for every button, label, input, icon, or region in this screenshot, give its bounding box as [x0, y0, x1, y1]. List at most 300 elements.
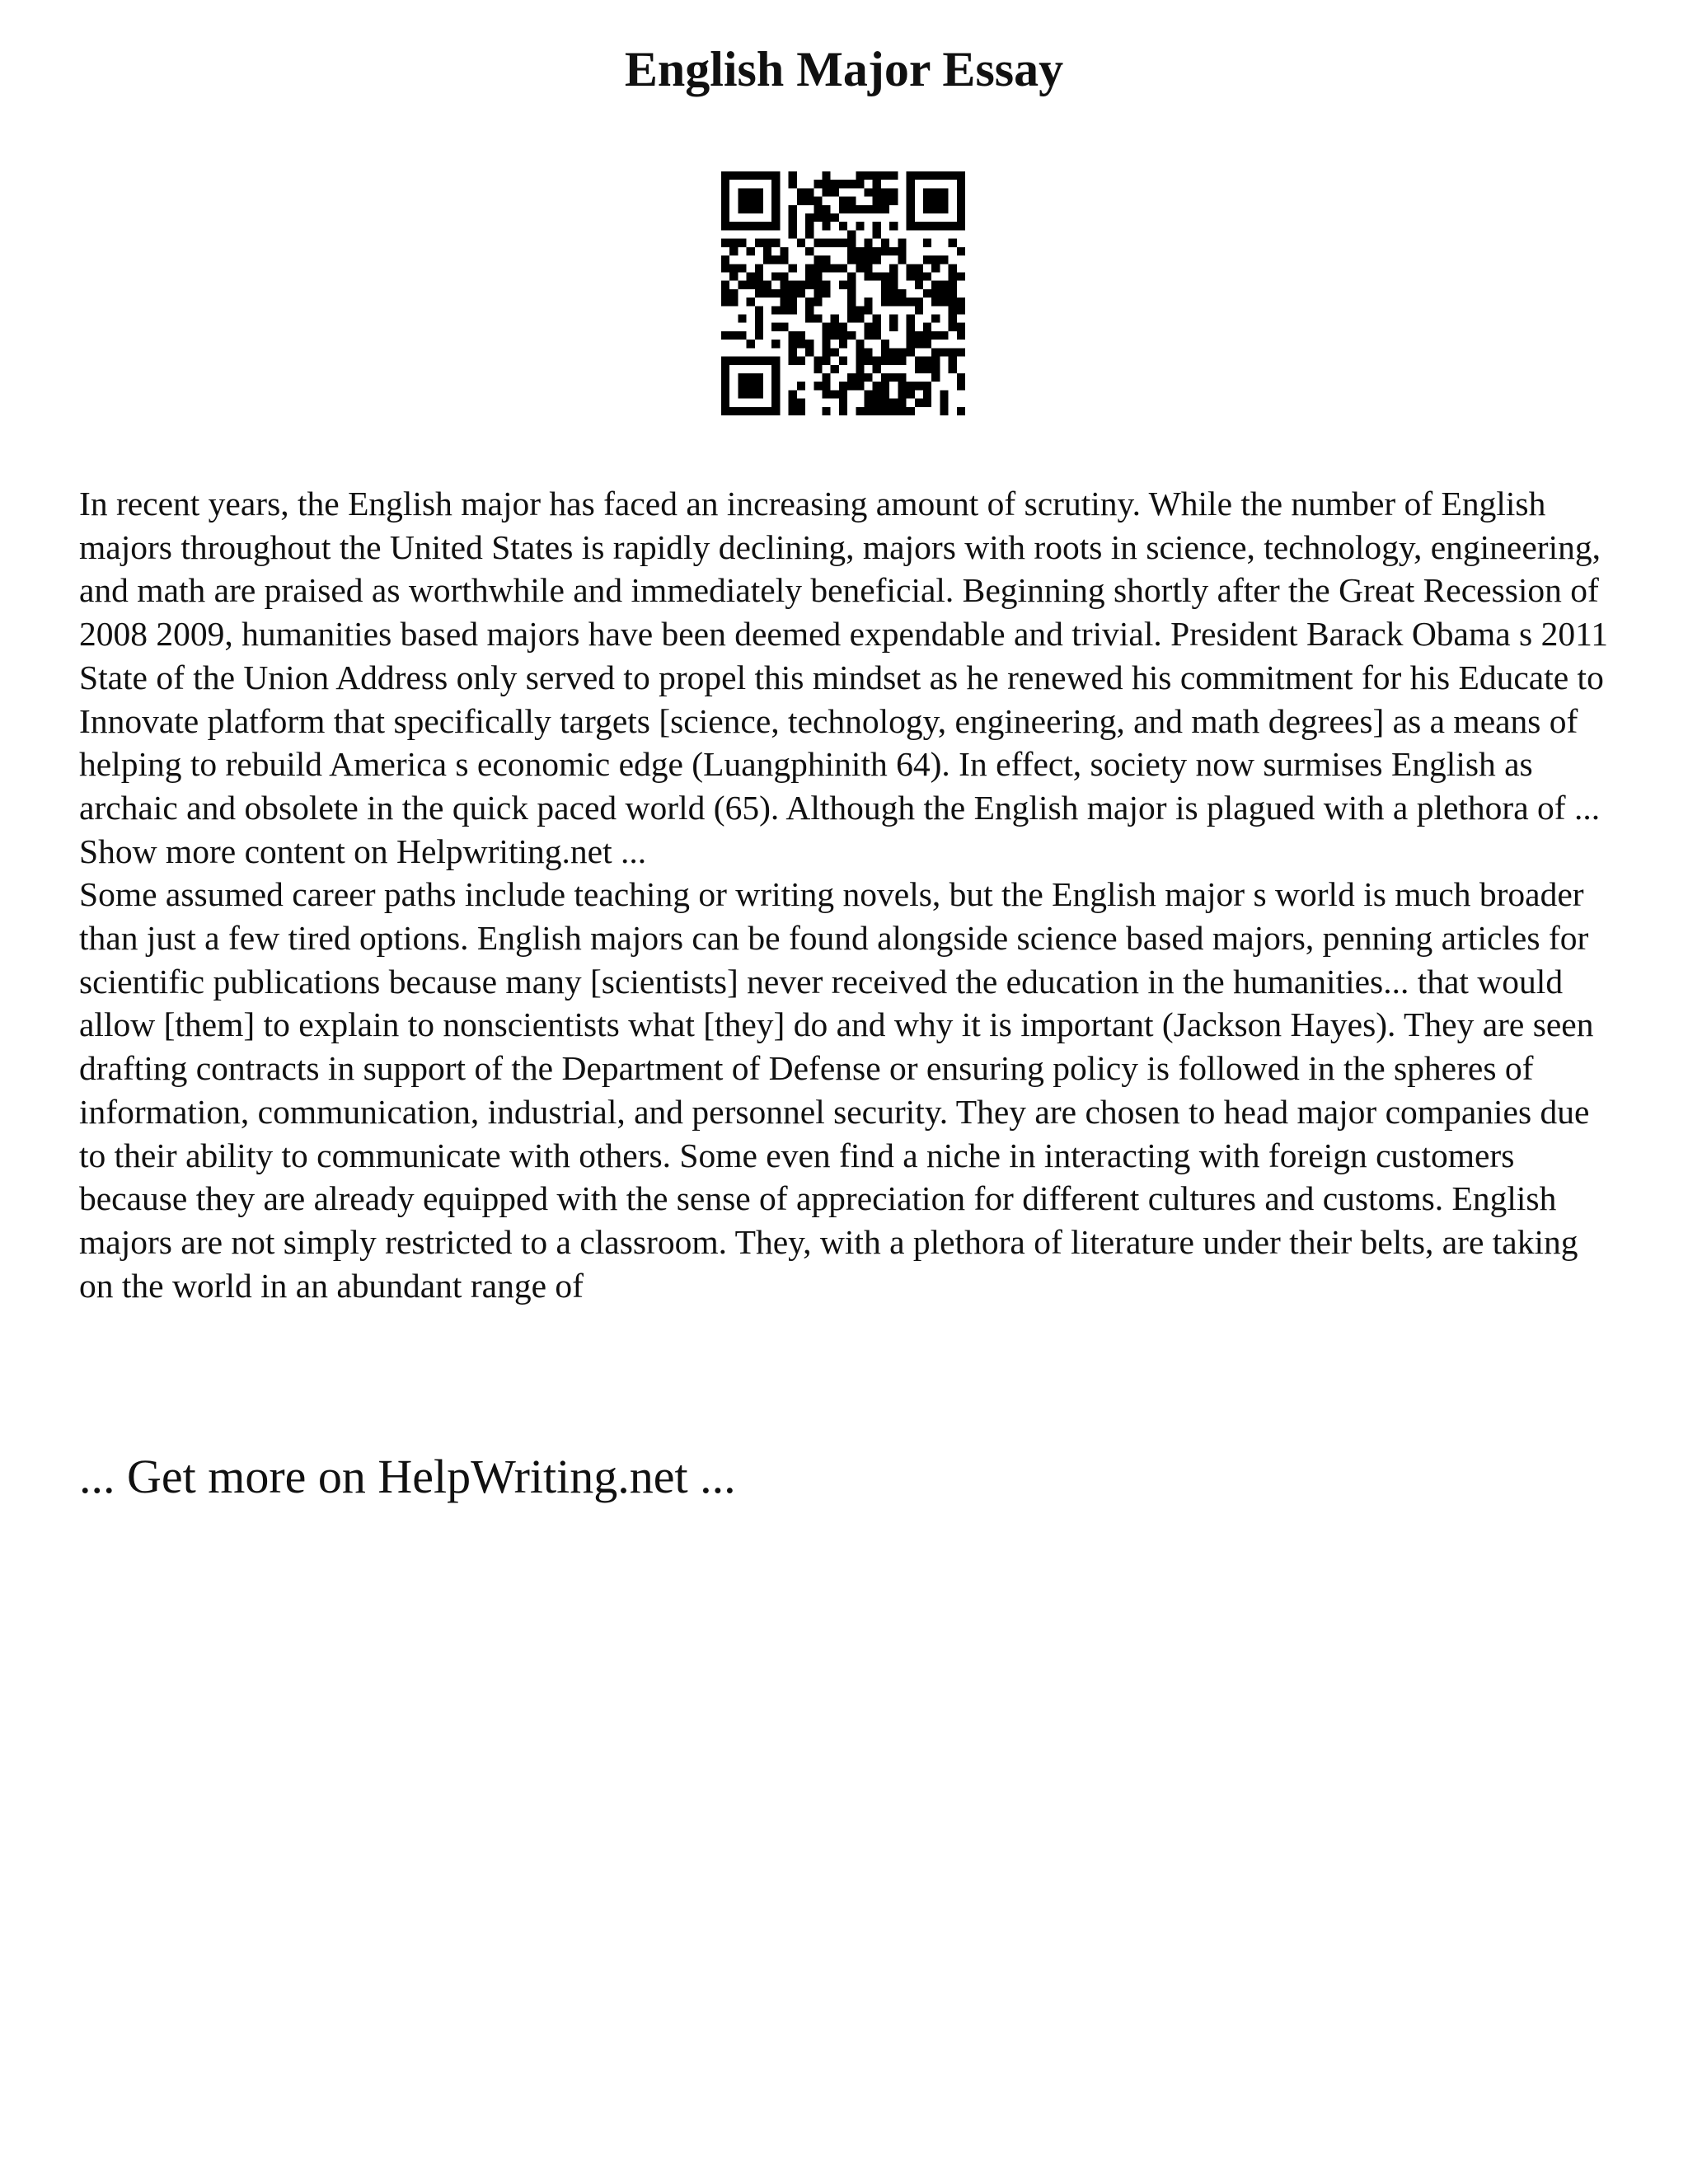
qr-module [889, 197, 898, 205]
qr-module [940, 390, 948, 398]
qr-module [931, 373, 940, 382]
qr-module [805, 281, 814, 289]
qr-module [873, 272, 881, 280]
qr-module [931, 197, 940, 205]
qr-module [873, 180, 881, 188]
qr-module [763, 239, 771, 247]
qr-module [738, 197, 746, 205]
qr-module [898, 247, 906, 255]
qr-module [889, 281, 898, 289]
qr-module [805, 315, 814, 323]
qr-module [873, 323, 881, 331]
qr-module [923, 171, 931, 180]
qr-module [721, 239, 729, 247]
qr-module [915, 357, 923, 365]
qr-module [865, 188, 873, 196]
qr-module [915, 365, 923, 373]
qr-module [847, 272, 856, 280]
qr-module [771, 197, 780, 205]
qr-module [738, 357, 746, 365]
qr-module [957, 272, 965, 280]
qr-module [940, 348, 948, 356]
qr-module [856, 315, 864, 323]
qr-module [957, 188, 965, 196]
qr-module [873, 230, 881, 238]
qr-module [729, 331, 738, 340]
qr-module [721, 407, 729, 415]
qr-module [797, 197, 805, 205]
qr-module [822, 264, 830, 272]
qr-module [949, 264, 957, 272]
qr-module [898, 348, 906, 356]
qr-module [814, 272, 822, 280]
qr-module [789, 399, 797, 407]
qr-module [898, 255, 906, 264]
qr-module [865, 272, 873, 280]
qr-module [907, 323, 915, 331]
qr-module [755, 407, 763, 415]
qr-module [873, 205, 881, 213]
qr-module [738, 264, 746, 272]
qr-module [949, 365, 957, 373]
qr-module [805, 340, 814, 348]
qr-module [747, 298, 755, 306]
qr-module [856, 407, 864, 415]
qr-module [839, 357, 847, 365]
qr-module [865, 239, 873, 247]
qr-module [931, 264, 940, 272]
qr-module [856, 357, 864, 365]
qr-module [721, 357, 729, 365]
qr-module [755, 222, 763, 230]
qr-module [881, 281, 889, 289]
qr-module [805, 306, 814, 314]
qr-module [831, 390, 839, 398]
qr-module [839, 264, 847, 272]
qr-module [814, 213, 822, 222]
qr-module [865, 399, 873, 407]
qr-module [931, 188, 940, 196]
qr-module [814, 197, 822, 205]
qr-module [721, 213, 729, 222]
qr-module [957, 213, 965, 222]
qr-module [747, 373, 755, 382]
qr-module [847, 281, 856, 289]
qr-module [771, 357, 780, 365]
qr-module [949, 348, 957, 356]
qr-module [873, 197, 881, 205]
qr-module [865, 373, 873, 382]
qr-module [931, 255, 940, 264]
qr-module [789, 340, 797, 348]
qr-module [721, 365, 729, 373]
qr-module [907, 348, 915, 356]
qr-module [907, 264, 915, 272]
qr-module [873, 222, 881, 230]
qr-module [907, 340, 915, 348]
qr-module [763, 222, 771, 230]
qr-module [839, 281, 847, 289]
qr-module [865, 298, 873, 306]
qr-module [881, 205, 889, 213]
qr-module [923, 239, 931, 247]
qr-module [907, 331, 915, 340]
qr-module [814, 382, 822, 390]
qr-module [957, 323, 965, 331]
qr-module [931, 289, 940, 298]
qr-module [797, 357, 805, 365]
qr-module [889, 272, 898, 280]
qr-module [898, 399, 906, 407]
qr-module [755, 188, 763, 196]
qr-module [721, 188, 729, 196]
qr-module [747, 390, 755, 398]
qr-module [721, 382, 729, 390]
qr-module [721, 255, 729, 264]
qr-module [940, 205, 948, 213]
qr-module [915, 222, 923, 230]
qr-module [738, 382, 746, 390]
qr-module [931, 348, 940, 356]
qr-module [881, 390, 889, 398]
qr-module [789, 306, 797, 314]
qr-module [847, 180, 856, 188]
qr-module [873, 188, 881, 196]
qr-module [789, 390, 797, 398]
qr-module [831, 315, 839, 323]
qr-module [721, 331, 729, 340]
qr-module [889, 357, 898, 365]
qr-module [729, 272, 738, 280]
qr-module [839, 331, 847, 340]
qr-module [889, 222, 898, 230]
qr-module [889, 399, 898, 407]
qr-module [923, 340, 931, 348]
qr-module [865, 331, 873, 340]
qr-module [771, 188, 780, 196]
qr-module [907, 382, 915, 390]
qr-module [771, 213, 780, 222]
qr-module [747, 382, 755, 390]
qr-module [789, 180, 797, 188]
qr-module [805, 188, 814, 196]
qr-module [805, 197, 814, 205]
qr-module [940, 331, 948, 340]
qr-module [931, 298, 940, 306]
qr-module [915, 171, 923, 180]
qr-module [797, 340, 805, 348]
qr-module [822, 390, 830, 398]
qr-module [923, 205, 931, 213]
qr-module [865, 348, 873, 356]
qr-module [814, 315, 822, 323]
qr-module [755, 331, 763, 340]
qr-module [814, 205, 822, 213]
qr-module [789, 205, 797, 213]
qr-module [889, 323, 898, 331]
qr-module [763, 171, 771, 180]
qr-module [721, 399, 729, 407]
qr-code-icon [721, 171, 965, 415]
qr-module [847, 205, 856, 213]
qr-module [822, 323, 830, 331]
qr-module [822, 331, 830, 340]
qr-module [839, 340, 847, 348]
qr-module [797, 188, 805, 196]
qr-module [805, 348, 814, 356]
qr-module [957, 348, 965, 356]
qr-module [923, 390, 931, 398]
qr-module [771, 373, 780, 382]
qr-module [771, 340, 780, 348]
qr-module [789, 289, 797, 298]
qr-module [789, 357, 797, 365]
qr-module [898, 239, 906, 247]
qr-module [907, 205, 915, 213]
qr-module [949, 315, 957, 323]
qr-module [889, 247, 898, 255]
qr-module [721, 298, 729, 306]
qr-module [915, 399, 923, 407]
qr-module [957, 205, 965, 213]
qr-module [839, 197, 847, 205]
qr-module [747, 197, 755, 205]
qr-module [771, 222, 780, 230]
page-title: English Major Essay [624, 42, 1064, 96]
qr-module [755, 315, 763, 323]
qr-module [738, 315, 746, 323]
qr-module [847, 247, 856, 255]
qr-module [881, 247, 889, 255]
qr-module [771, 323, 780, 331]
qr-module [771, 255, 780, 264]
qr-module [763, 281, 771, 289]
qr-module [721, 289, 729, 298]
qr-module [949, 323, 957, 331]
qr-module [814, 264, 822, 272]
qr-module [873, 365, 881, 373]
qr-module [755, 289, 763, 298]
qr-module [771, 272, 780, 280]
qr-module [747, 247, 755, 255]
qr-module [915, 331, 923, 340]
qr-module [931, 281, 940, 289]
qr-module [780, 247, 788, 255]
qr-module [721, 373, 729, 382]
qr-module [881, 357, 889, 365]
qr-module [789, 230, 797, 238]
qr-module [907, 272, 915, 280]
qr-module [865, 205, 873, 213]
qr-module [789, 331, 797, 340]
qr-module [797, 399, 805, 407]
qr-module [721, 264, 729, 272]
qr-module [898, 390, 906, 398]
qr-module [721, 180, 729, 188]
qr-module [780, 272, 788, 280]
qr-module [907, 390, 915, 398]
qr-module [831, 180, 839, 188]
qr-module [822, 255, 830, 264]
qr-module [923, 323, 931, 331]
qr-module [957, 382, 965, 390]
qr-module [763, 407, 771, 415]
essay-paragraph-2: Some assumed career paths include teaching or writing novels, but the English major s world is much broader than just a few tired options. English majors can be found alongside science based majors, penning articles for scientific publications because many [scientists] never received the education in the humanities... that would allow [them] to explain to nonscientists what [they] do and why it is important (Jackson Hayes). They are seen drafting contracts in support of the Department of Defense or ensuring policy is followed in the spheres of information, communication, industrial, and personnel security. They are chosen to head major companies due to their ability to communicate with others. Some even find a niche in interacting with foreign customers because they are already equipped with the sense of appreciation for different cultures and customs. English majors are not simply restricted to a classroom. They, with a plethora of literature under their belts, are taking on the world in an abundant range of [79, 875, 1594, 1305]
qr-module [865, 264, 873, 272]
qr-module [881, 340, 889, 348]
qr-module [789, 213, 797, 222]
qr-module [881, 298, 889, 306]
qr-module [738, 171, 746, 180]
qr-module [907, 197, 915, 205]
qr-module [839, 323, 847, 331]
qr-module [856, 222, 864, 230]
qr-module [822, 239, 830, 247]
qr-module [805, 230, 814, 238]
qr-module [923, 188, 931, 196]
qr-module [780, 255, 788, 264]
qr-module [923, 255, 931, 264]
qr-module [839, 407, 847, 415]
qr-module [771, 180, 780, 188]
qr-module [931, 222, 940, 230]
qr-module [856, 205, 864, 213]
qr-module [747, 340, 755, 348]
qr-module [729, 264, 738, 272]
qr-module [881, 407, 889, 415]
qr-module [729, 247, 738, 255]
qr-module [907, 213, 915, 222]
qr-module [755, 272, 763, 280]
qr-module [889, 289, 898, 298]
qr-module [831, 323, 839, 331]
qr-module [898, 357, 906, 365]
qr-module [780, 281, 788, 289]
qr-module [747, 281, 755, 289]
qr-module [931, 331, 940, 340]
qr-module [738, 239, 746, 247]
qr-module [789, 222, 797, 230]
qr-module [822, 205, 830, 213]
qr-module [923, 399, 931, 407]
qr-module [822, 281, 830, 289]
qr-module [755, 281, 763, 289]
qr-module [881, 382, 889, 390]
qr-module [915, 340, 923, 348]
qr-module [949, 281, 957, 289]
qr-module [738, 390, 746, 398]
qr-module [923, 197, 931, 205]
qr-module [923, 357, 931, 365]
qr-module [949, 272, 957, 280]
qr-module [805, 272, 814, 280]
qr-module [889, 264, 898, 272]
qr-module [856, 255, 864, 264]
qr-module [957, 331, 965, 340]
qr-module [889, 315, 898, 323]
qr-module [907, 180, 915, 188]
qr-module [797, 331, 805, 340]
qr-module [949, 298, 957, 306]
qr-module [747, 222, 755, 230]
qr-module [847, 373, 856, 382]
qr-module [839, 382, 847, 390]
qr-module [889, 171, 898, 180]
qr-module [738, 188, 746, 196]
qr-module [822, 188, 830, 196]
qr-module [881, 188, 889, 196]
qr-module [797, 407, 805, 415]
qr-module [747, 357, 755, 365]
qr-module [771, 399, 780, 407]
qr-module [763, 357, 771, 365]
qr-module [907, 222, 915, 230]
qr-module [957, 171, 965, 180]
qr-module [881, 289, 889, 298]
qr-module [940, 255, 948, 264]
qr-module [907, 407, 915, 415]
qr-module [729, 407, 738, 415]
qr-module [957, 306, 965, 314]
qr-module [940, 171, 948, 180]
qr-module [780, 289, 788, 298]
qr-module [889, 298, 898, 306]
qr-module [923, 289, 931, 298]
qr-module [940, 197, 948, 205]
qr-module [763, 289, 771, 298]
qr-module [738, 373, 746, 382]
qr-module [898, 298, 906, 306]
qr-module [839, 180, 847, 188]
qr-module [915, 264, 923, 272]
qr-module [957, 180, 965, 188]
qr-module [839, 399, 847, 407]
qr-module [856, 382, 864, 390]
qr-module [805, 298, 814, 306]
qr-module [789, 348, 797, 356]
qr-module [763, 247, 771, 255]
qr-module [931, 357, 940, 365]
qr-module [931, 315, 940, 323]
qr-module [721, 222, 729, 230]
qr-module [957, 407, 965, 415]
qr-module [898, 382, 906, 390]
qr-module [721, 197, 729, 205]
qr-module [847, 255, 856, 264]
qr-module [940, 222, 948, 230]
get-more-link[interactable]: ... Get more on HelpWriting.net ... [79, 1450, 736, 1503]
qr-module [805, 264, 814, 272]
qr-module [847, 315, 856, 323]
qr-module [814, 180, 822, 188]
qr-module [771, 407, 780, 415]
qr-module [873, 247, 881, 255]
qr-module [721, 171, 729, 180]
qr-module [755, 382, 763, 390]
qr-module [771, 289, 780, 298]
qr-module [949, 289, 957, 298]
qr-module [949, 222, 957, 230]
qr-module [907, 298, 915, 306]
qr-module [915, 281, 923, 289]
qr-module [738, 281, 746, 289]
qr-module [771, 306, 780, 314]
qr-module [881, 171, 889, 180]
qr-module [747, 188, 755, 196]
qr-module [755, 306, 763, 314]
qr-module [814, 239, 822, 247]
qr-module [805, 247, 814, 255]
